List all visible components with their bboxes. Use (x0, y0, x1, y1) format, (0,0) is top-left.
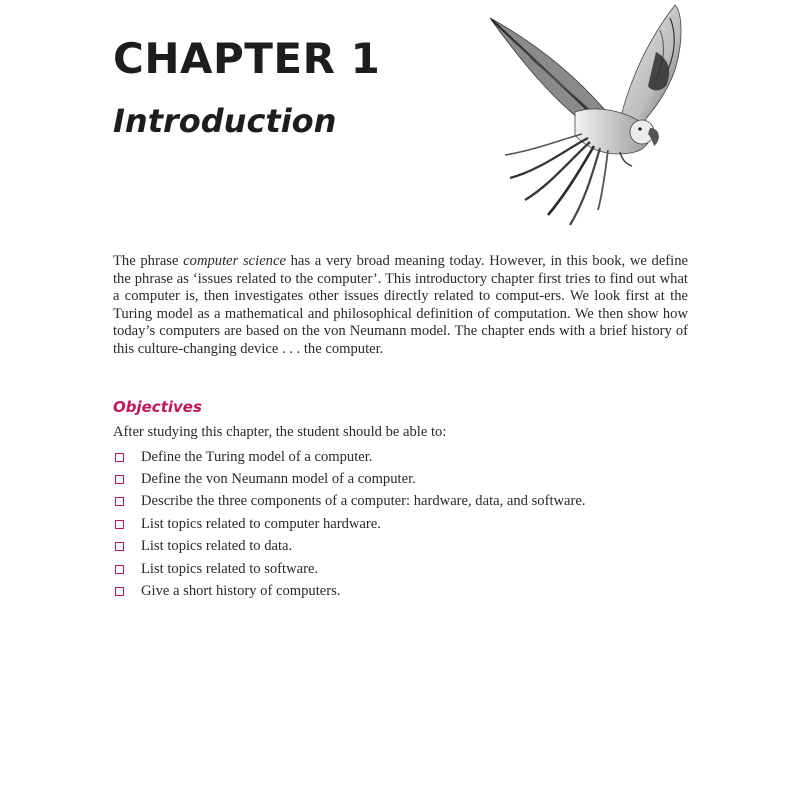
list-item: Describe the three components of a computer: hardware, data, and software. (113, 491, 586, 513)
list-item: Give a short history of computers. (113, 580, 586, 602)
checkbox-icon (115, 520, 124, 529)
checkbox-icon (115, 475, 124, 484)
list-item: Define the Turing model of a computer. (113, 446, 586, 468)
checkbox-icon (115, 565, 124, 574)
list-item: List topics related to software. (113, 558, 586, 580)
list-item: List topics related to computer hardware. (113, 513, 586, 535)
chapter-title: Introduction (113, 102, 337, 140)
checkbox-icon (115, 497, 124, 506)
list-item: List topics related to data. (113, 536, 586, 558)
objectives-heading: Objectives (113, 398, 202, 416)
chapter-number: CHAPTER 1 (113, 34, 381, 83)
intro-paragraph: The phrase computer science has a very broad meaning today. However, in this book, we define the phrase as ‘issues related to the computer’. This introductory chapter first tries to find out what a computer is, then investigates other issues directly related to comput-ers. We look first at the Turing model as a mathematical and philosophical definition of computation. We then show how today’s computers are based on the von Neumann model. The chapter ends with a brief history of this culture-changing device . . . the computer. (113, 253, 688, 357)
objectives-lead: After studying this chapter, the student should be able to: (113, 424, 447, 440)
parrot-icon (470, 0, 700, 232)
emphasized-term: computer science (183, 253, 286, 269)
list-item: Define the von Neumann model of a computer. (113, 468, 586, 490)
checkbox-icon (115, 587, 124, 596)
checkbox-icon (115, 542, 124, 551)
objectives-list (113, 446, 586, 603)
checkbox-icon (115, 453, 124, 462)
